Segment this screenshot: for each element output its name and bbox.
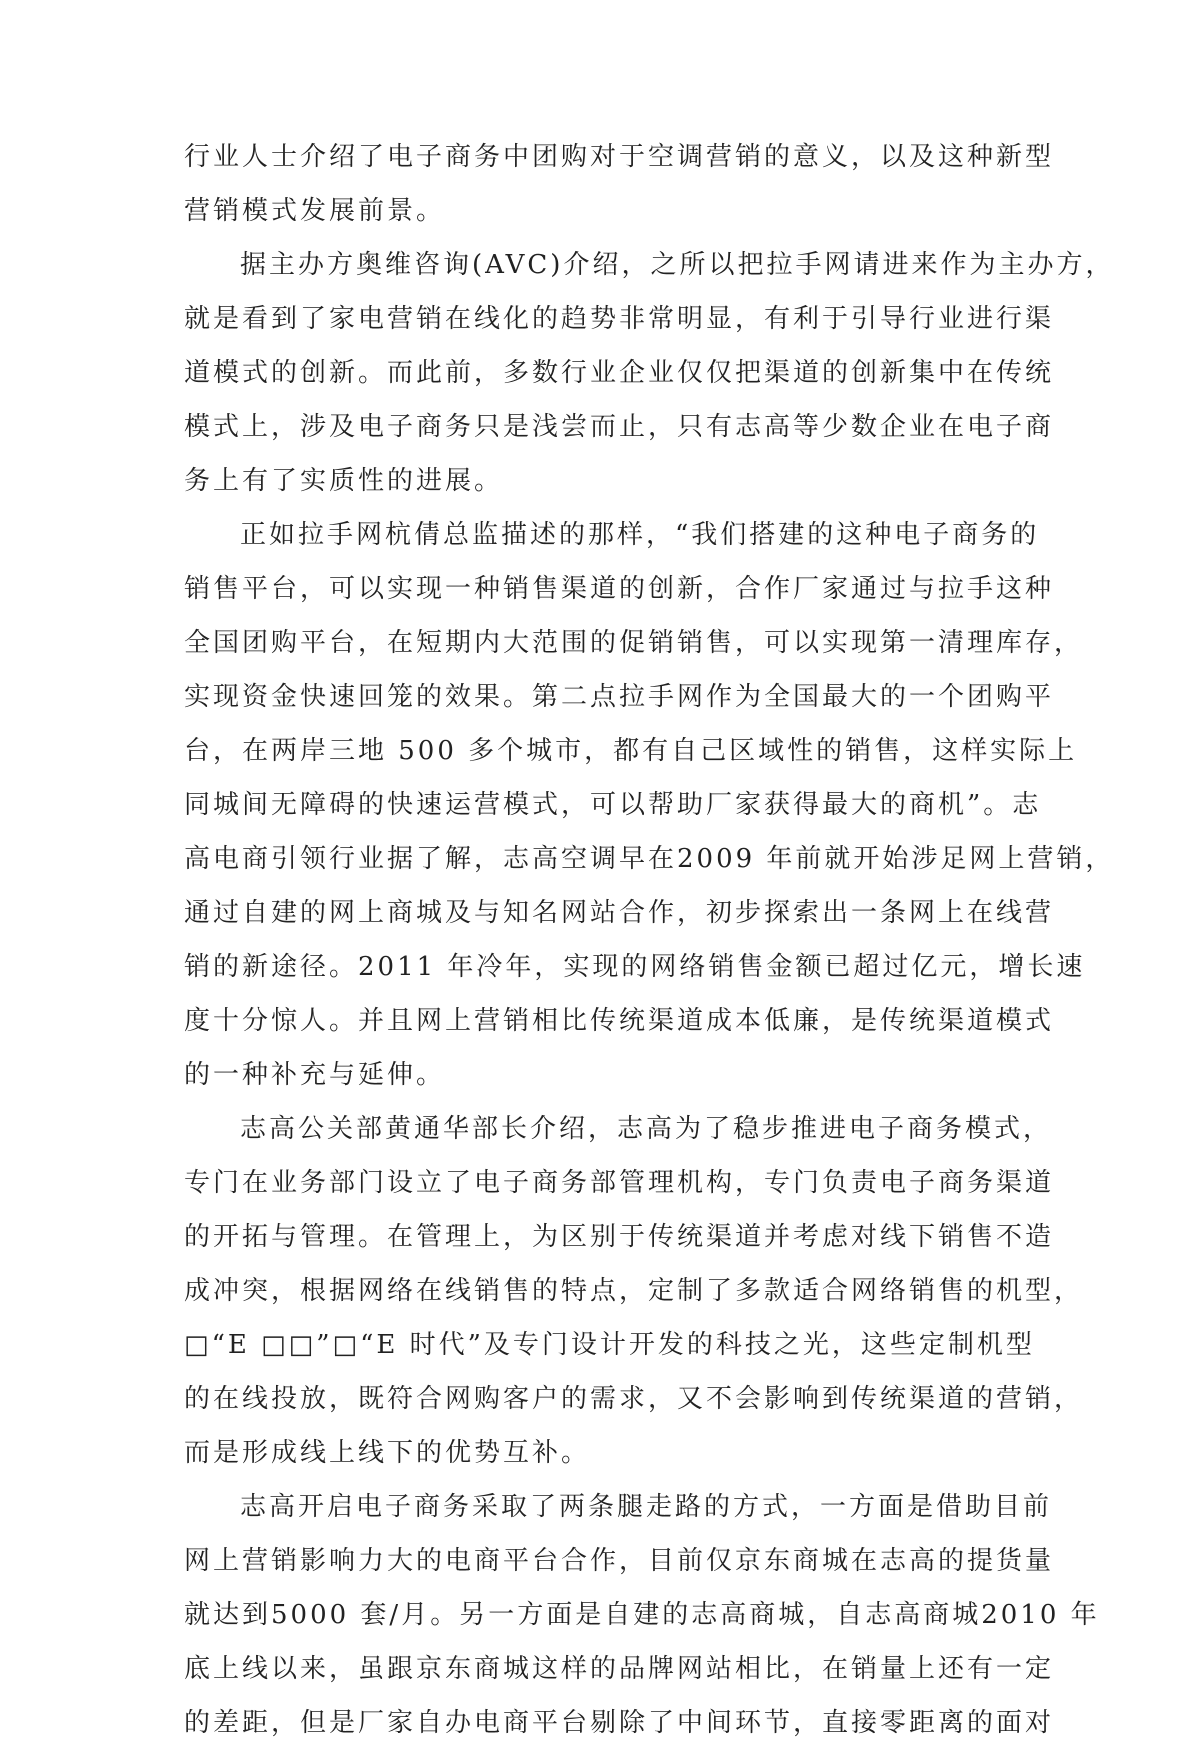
text-line: 就达到5000 套/月。另一方面是自建的志高商城，自志高商城2010 年 xyxy=(184,1600,1100,1630)
text-line: 营销模式发展前景。 xyxy=(184,196,446,226)
text-line: 而是形成线上线下的优势互补。 xyxy=(184,1438,591,1468)
text-line: 志高开启电子商务采取了两条腿走路的方式，一方面是借助目前 xyxy=(240,1492,1053,1522)
text-line: 行业人士介绍了电子商务中团购对于空调营销的意义，以及这种新型 xyxy=(184,142,1055,172)
text-line: 成冲突，根据网络在线销售的特点，定制了多款适合网络销售的机型， xyxy=(184,1276,1084,1306)
text-line: 就是看到了家电营销在线化的趋势非常明显，有利于引导行业进行渠 xyxy=(184,304,1055,334)
text-line: 的差距，但是厂家自办电商平台剔除了中间环节，直接零距离的面对 xyxy=(184,1708,1055,1738)
text-line: 同城间无障碍的快速运营模式，可以帮助厂家获得最大的商机”。志 xyxy=(184,790,1042,820)
text-line: 销售平台，可以实现一种销售渠道的创新，合作厂家通过与拉手这种 xyxy=(184,574,1055,604)
paragraph xyxy=(184,1102,1084,1480)
document-body xyxy=(184,130,1115,1750)
text-line: 志高公关部黄通华部长介绍，志高为了稳步推进电子商务模式， xyxy=(240,1114,1053,1144)
text-line: 模式上，涉及电子商务只是浅尝而止，只有志高等少数企业在电子商 xyxy=(184,412,1055,442)
text-line: □“E □□”□“E 时代”及专门设计开发的科技之光，这些定制机型 xyxy=(184,1330,1035,1360)
text-line: 度十分惊人。并且网上营销相比传统渠道成本低廉，是传统渠道模式 xyxy=(184,1006,1055,1036)
text-line: 据主办方奥维咨询(AVC)介绍，之所以把拉手网请进来作为主办方， xyxy=(240,250,1115,280)
text-line: 底上线以来，虽跟京东商城这样的品牌网站相比，在销量上还有一定 xyxy=(184,1654,1055,1684)
text-line: 务上有了实质性的进展。 xyxy=(184,466,504,496)
text-line: 高电商引领行业据了解，志高空调早在2009 年前就开始涉足网上营销， xyxy=(184,844,1115,874)
text-line: 通过自建的网上商城及与知名网站合作，初步探索出一条网上在线营 xyxy=(184,898,1055,928)
text-line: 台，在两岸三地 500 多个城市，都有自己区域性的销售，这样实际上 xyxy=(184,736,1078,766)
text-line: 网上营销影响力大的电商平台合作，目前仅京东商城在志高的提货量 xyxy=(184,1546,1055,1576)
text-line: 专门在业务部门设立了电子商务部管理机构，专门负责电子商务渠道 xyxy=(184,1168,1055,1198)
paragraph xyxy=(184,130,1055,238)
text-line: 道模式的创新。而此前，多数行业企业仅仅把渠道的创新集中在传统 xyxy=(184,358,1055,388)
paragraph xyxy=(184,1480,1100,1750)
text-line: 实现资金快速回笼的效果。第二点拉手网作为全国最大的一个团购平 xyxy=(184,682,1055,712)
text-line: 的在线投放，既符合网购客户的需求，又不会影响到传统渠道的营销， xyxy=(184,1384,1084,1414)
paragraph xyxy=(184,238,1115,508)
text-line: 的开拓与管理。在管理上，为区别于传统渠道并考虑对线下销售不造 xyxy=(184,1222,1055,1252)
paragraph xyxy=(184,508,1115,1102)
text-line: 全国团购平台，在短期内大范围的促销销售，可以实现第一清理库存， xyxy=(184,628,1084,658)
text-line: 销的新途径。2011 年冷年，实现的网络销售金额已超过亿元，增长速 xyxy=(184,952,1086,982)
text-line: 的一种补充与延伸。 xyxy=(184,1060,446,1090)
text-line: 正如拉手网杭倩总监描述的那样，“我们搭建的这种电子商务的 xyxy=(240,520,1040,550)
